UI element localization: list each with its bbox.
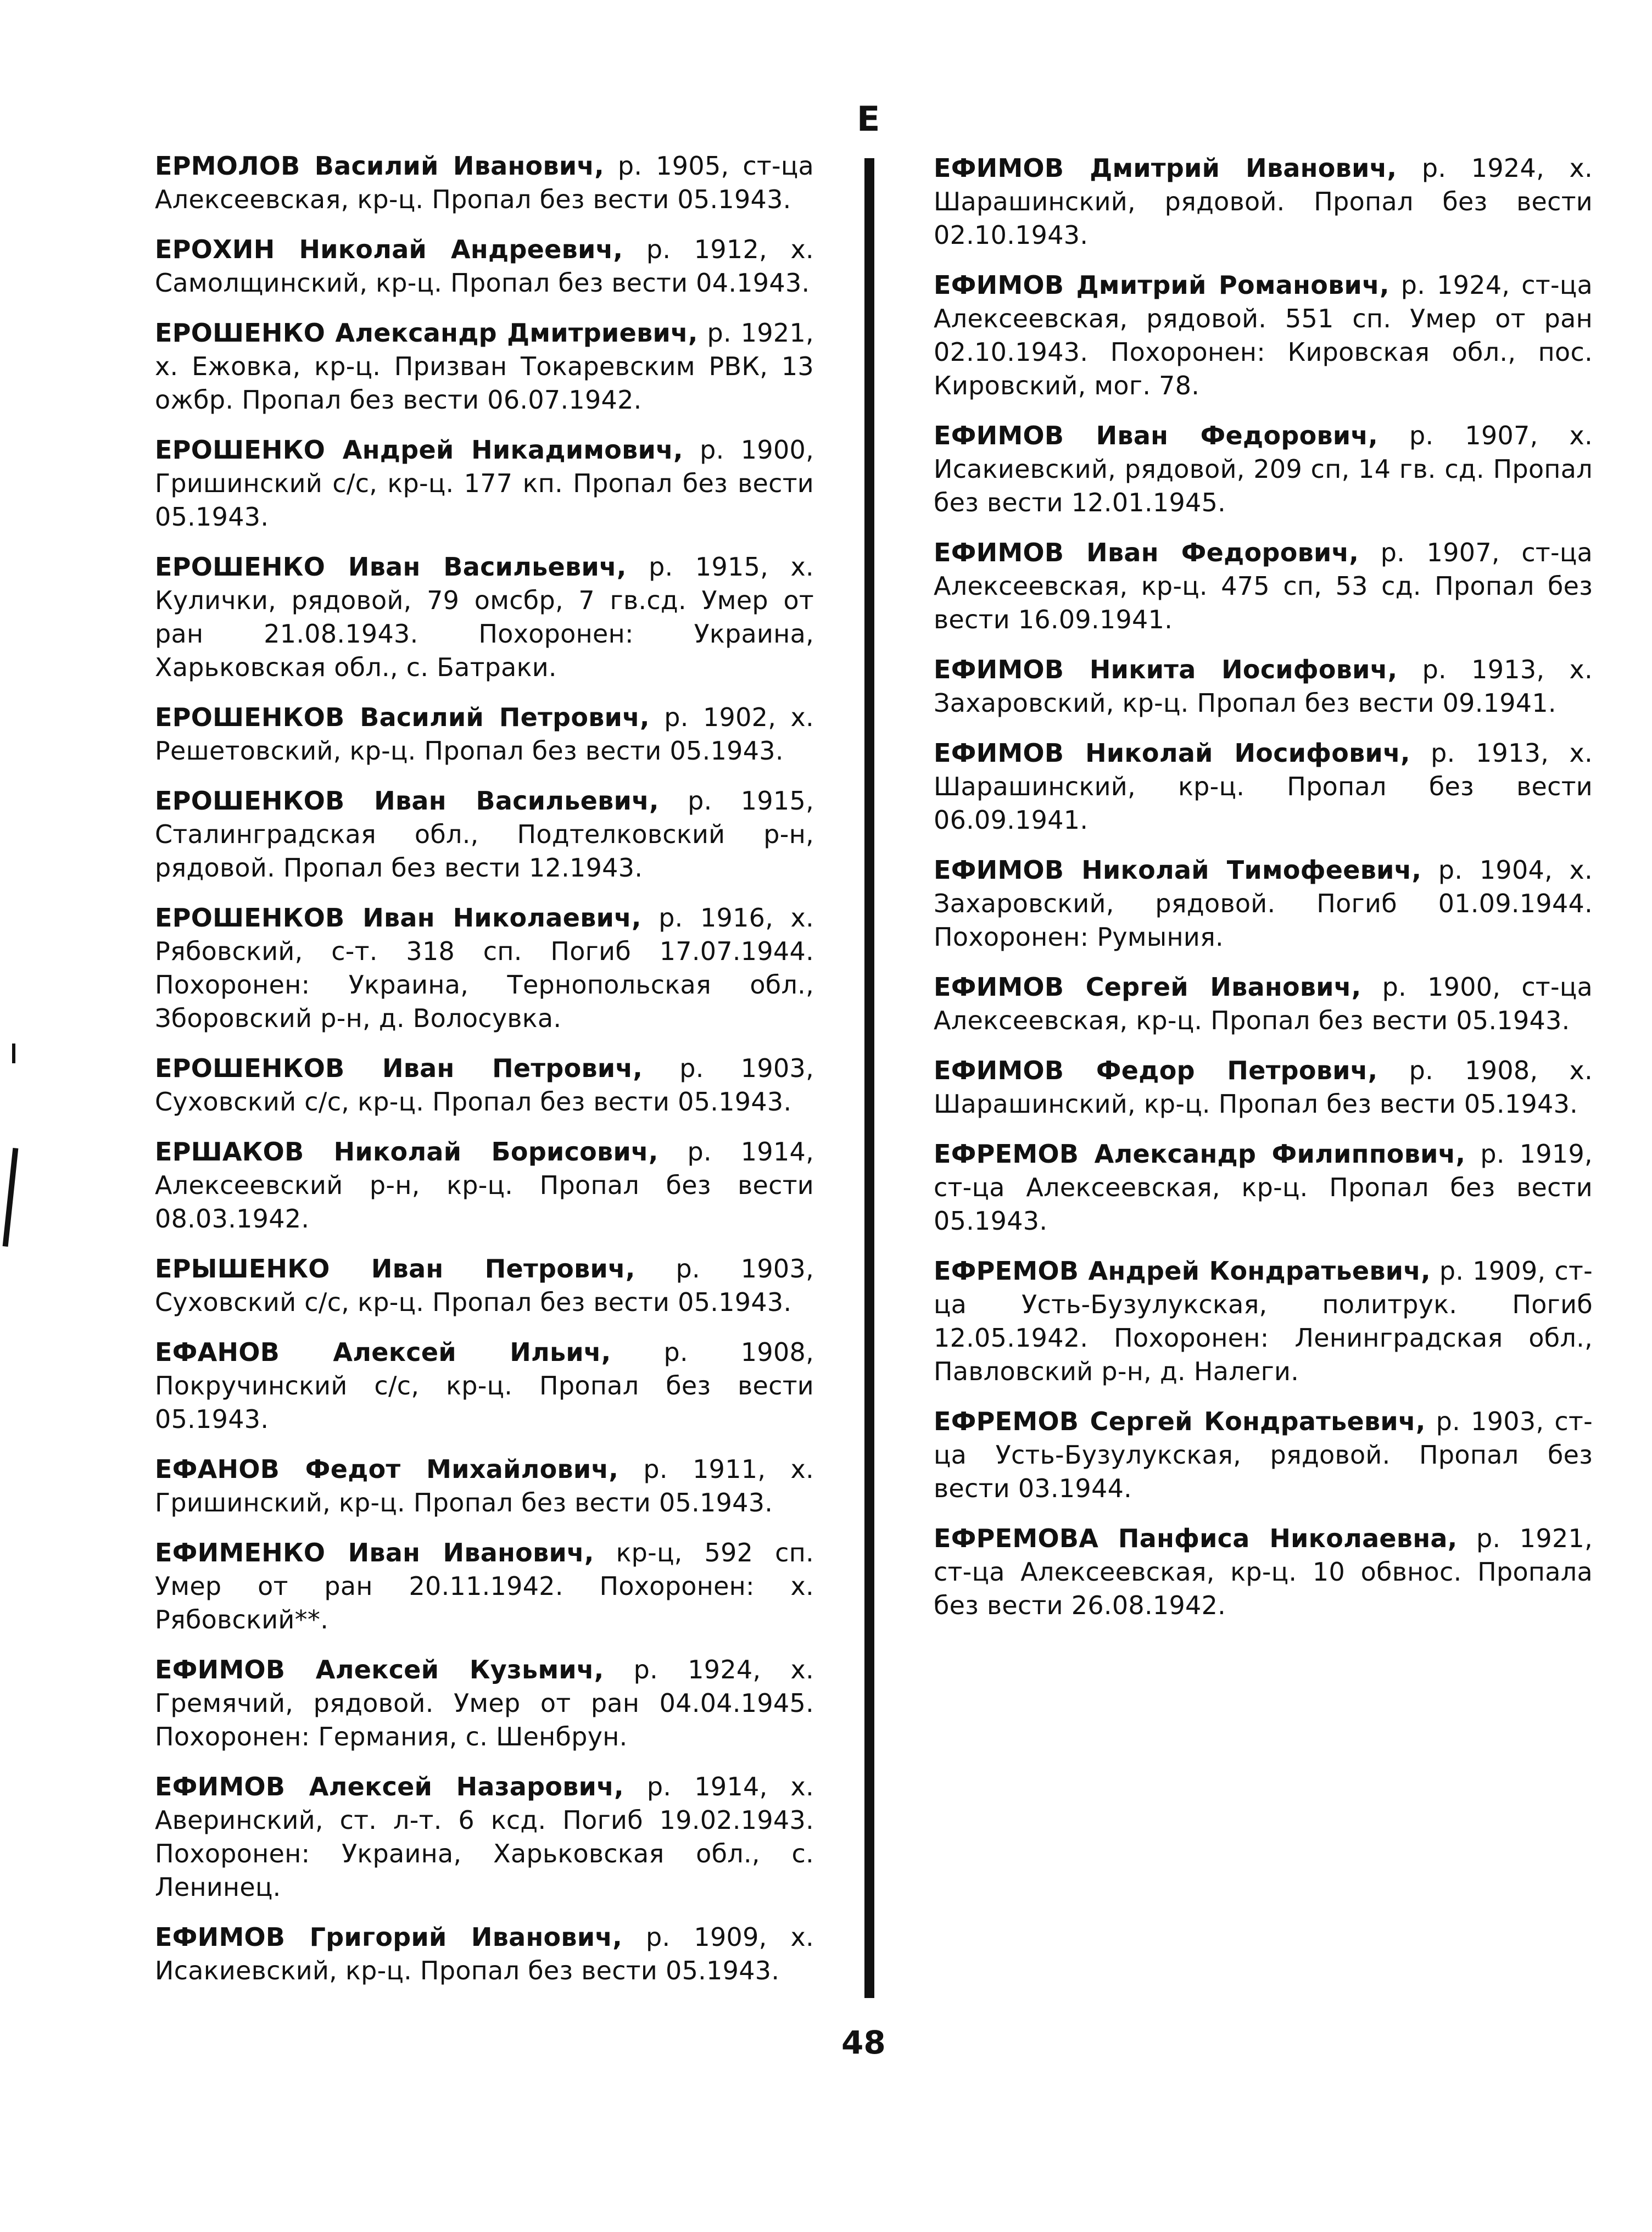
memorial-entry [155,901,814,1035]
memorial-entry [155,1336,814,1436]
entry-details: р. 1908, Покручинский с/с, кр-ц. Пропал без вести 05.1943. [155,1337,814,1434]
memorial-entry [155,701,814,768]
entry-details: р. 1907, ст-ца Алексеевская, кр-ц. 475 сп, 53 сд. Пропал без вести 16.09.1941. [934,538,1593,634]
memorial-entry [155,233,814,300]
entry-details: р. 1909, х. Исакиевский, кр-ц. Пропал без вести 05.1943. [155,1922,814,1985]
entry-name: ЕФРЕМОВ Сергей Кондратьевич, [934,1407,1426,1436]
entry-name: ЕФАНОВ Федот Михайлович, [155,1454,619,1484]
memorial-entry [155,149,814,216]
entry-name: ЕРЫШЕНКО Иван Петрович, [155,1254,635,1284]
entry-name: ЕРОШЕНКОВ Василий Петрович, [155,702,650,732]
memorial-entry [155,1135,814,1236]
memorial-entry [934,1522,1593,1622]
entry-name: ЕФИМОВ Дмитрий Иванович, [934,153,1397,183]
memorial-entry [155,1921,814,1988]
entry-details: р. 1912, х. Самолщинский, кр-ц. Пропал без вести 04.1943. [155,235,814,298]
entry-details: р. 1921, ст-ца Алексеевская, кр-ц. 10 обвнос. Пропала без вести 26.08.1942. [934,1524,1593,1620]
entry-name: ЕРОШЕНКО Андрей Никадимович, [155,435,683,465]
entry-name: ЕФИМОВ Алексей Назарович, [155,1772,624,1801]
memorial-entry [934,736,1593,837]
memorial-entry [155,1653,814,1754]
memorial-entry [155,433,814,534]
section-letter: Е [857,99,880,139]
entry-name: ЕРОШЕНКОВ Иван Васильевич, [155,786,659,816]
entry-details: р. 1924, х. Гремячий, рядовой. Умер от ран 04.04.1945. Похоронен: Германия, с. Шенбрун. [155,1655,814,1751]
memorial-entry [934,853,1593,954]
entry-name: ЕФИМОВ Иван Федорович, [934,538,1359,567]
entry-details: р. 1907, х. Исакиевский, рядовой, 209 сп, 14 гв. сд. Пропал без вести 12.01.1945. [934,421,1593,517]
column-divider [864,158,874,1998]
memorial-entry [934,536,1593,637]
entry-details: р. 1905, ст-ца Алексеевская, кр-ц. Пропал без вести 05.1943. [155,151,814,214]
memorial-entry [155,784,814,885]
memorial-entry [934,1405,1593,1505]
entry-name: ЕРОШЕНКО Иван Васильевич, [155,552,627,582]
entry-details: р. 1911, х. Гришинский, кр-ц. Пропал без вести 05.1943. [155,1454,814,1517]
entry-details: р. 1904, х. Захаровский, рядовой. Погиб 01.09.1944. Похоронен: Румыния. [934,855,1593,952]
entry-name: ЕФИМОВ Никита Иосифович, [934,655,1398,684]
scan-mark [12,1044,15,1063]
memorial-entry [155,550,814,684]
entry-name: ЕРШАКОВ Николай Борисович, [155,1137,658,1167]
entry-name: ЕРОХИН Николай Андреевич, [155,235,623,264]
entry-details: р. 1900, ст-ца Алексеевская, кр-ц. Пропал без вести 05.1943. [934,972,1593,1035]
entry-details: р. 1900, Гришинский с/с, кр-ц. 177 кп. Пропал без вести 05.1943. [155,435,814,532]
memorial-entry [155,1453,814,1520]
page-number: 48 [841,2024,886,2061]
entry-name: ЕФАНОВ Алексей Ильич, [155,1337,611,1367]
entry-details: р. 1903, ст-ца Усть-Бузулукская, рядовой. Пропал без вести 03.1944. [934,1407,1593,1503]
scan-mark [3,1148,19,1247]
entry-details: р. 1916, х. Рябовский, с-т. 318 сп. Погиб 17.07.1944. Похоронен: Украина, Тернопольская обл., Зборовский р-н, д. Волосувка. [155,903,814,1033]
entry-name: ЕФИМОВ Иван Федорович, [934,421,1378,450]
entry-details: р. 1924, х. Шарашинский, рядовой. Пропал без вести 02.10.1943. [934,153,1593,250]
memorial-entry [934,970,1593,1037]
memorial-entry [155,316,814,417]
memorial-entry [934,269,1593,403]
entry-name: ЕРОШЕНКО Александр Дмитриевич, [155,318,698,348]
entry-details: кр-ц, 592 сп. Умер от ран 20.11.1942. Похоронен: х. Рябовский**. [155,1538,814,1634]
entry-details: р. 1915, х. Кулички, рядовой, 79 омсбр, 7 гв.сд. Умер от ран 21.08.1943. Похоронен: Украина, Харьковская обл., с. Батраки. [155,552,814,682]
entry-details: р. 1914, х. Аверинский, ст. л-т. 6 ксд. Погиб 19.02.1943. Похоронен: Украина, Харьковская обл., с. Ленинец. [155,1772,814,1902]
entry-name: ЕФИМОВ Николай Тимофеевич, [934,855,1422,885]
memorial-entry [155,1536,814,1637]
entry-name: ЕРОШЕНКОВ Иван Петрович, [155,1053,643,1083]
entry-details: р. 1915, Сталинградская обл., Подтелковский р-н, рядовой. Пропал без вести 12.1943. [155,786,814,883]
memorial-entry [934,1054,1593,1121]
memorial-entry [155,1252,814,1319]
entry-details: р. 1919, ст-ца Алексеевская, кр-ц. Пропал без вести 05.1943. [934,1139,1593,1236]
memorial-entry [934,419,1593,520]
memorial-entry [155,1052,814,1119]
entry-details: р. 1913, х. Шарашинский, кр-ц. Пропал без вести 06.09.1941. [934,738,1593,835]
entry-name: ЕФРЕМОВА Панфиса Николаевна, [934,1524,1458,1553]
entry-name: ЕФИМОВ Дмитрий Романович, [934,270,1389,300]
memorial-entry [934,1254,1593,1388]
entry-name: ЕФРЕМОВ Александр Филиппович, [934,1139,1466,1169]
memorial-entry [155,1770,814,1904]
entry-name: ЕФИМОВ Алексей Кузьмич, [155,1655,604,1684]
entry-details: р. 1913, х. Захаровский, кр-ц. Пропал без вести 09.1941. [934,655,1593,718]
left-column [155,149,814,2004]
right-column [934,152,1593,1639]
memorial-entry [934,653,1593,720]
entry-details: р. 1924, ст-ца Алексеевская, рядовой. 551 сп. Умер от ран 02.10.1943. Похоронен: Кировская обл., пос. Кировский, мог. 78. [934,270,1593,400]
entry-name: ЕФИМОВ Николай Иосифович, [934,738,1410,768]
entry-name: ЕРМОЛОВ Василий Иванович, [155,151,605,181]
memorial-entry [934,152,1593,252]
entry-name: ЕФРЕМОВ Андрей Кондратьевич, [934,1256,1431,1286]
entry-details: р. 1902, х. Решетовский, кр-ц. Пропал без вести 05.1943. [155,702,814,766]
entry-details: р. 1908, х. Шарашинский, кр-ц. Пропал без вести 05.1943. [934,1056,1593,1119]
entry-details: р. 1903, Суховский с/с, кр-ц. Пропал без вести 05.1943. [155,1053,814,1117]
entry-details: р. 1903, Суховский с/с, кр-ц. Пропал без вести 05.1943. [155,1254,814,1317]
entry-details: р. 1914, Алексеевский р-н, кр-ц. Пропал без вести 08.03.1942. [155,1137,814,1234]
entry-details: р. 1909, ст-ца Усть-Бузулукская, политрук. Погиб 12.05.1942. Похоронен: Ленинградская обл., Павловский р-н, д. Налеги. [934,1256,1593,1386]
entry-name: ЕФИМОВ Федор Петрович, [934,1056,1378,1085]
entry-name: ЕРОШЕНКОВ Иван Николаевич, [155,903,641,933]
entry-name: ЕФИМОВ Сергей Иванович, [934,972,1361,1002]
entry-name: ЕФИМОВ Григорий Иванович, [155,1922,623,1952]
entry-details: р. 1921, х. Ежовка, кр-ц. Призван Токаревским РВК, 13 ожбр. Пропал без вести 06.07.1942. [155,318,814,415]
memorial-entry [934,1137,1593,1238]
entry-name: ЕФИМЕНКО Иван Иванович, [155,1538,594,1567]
